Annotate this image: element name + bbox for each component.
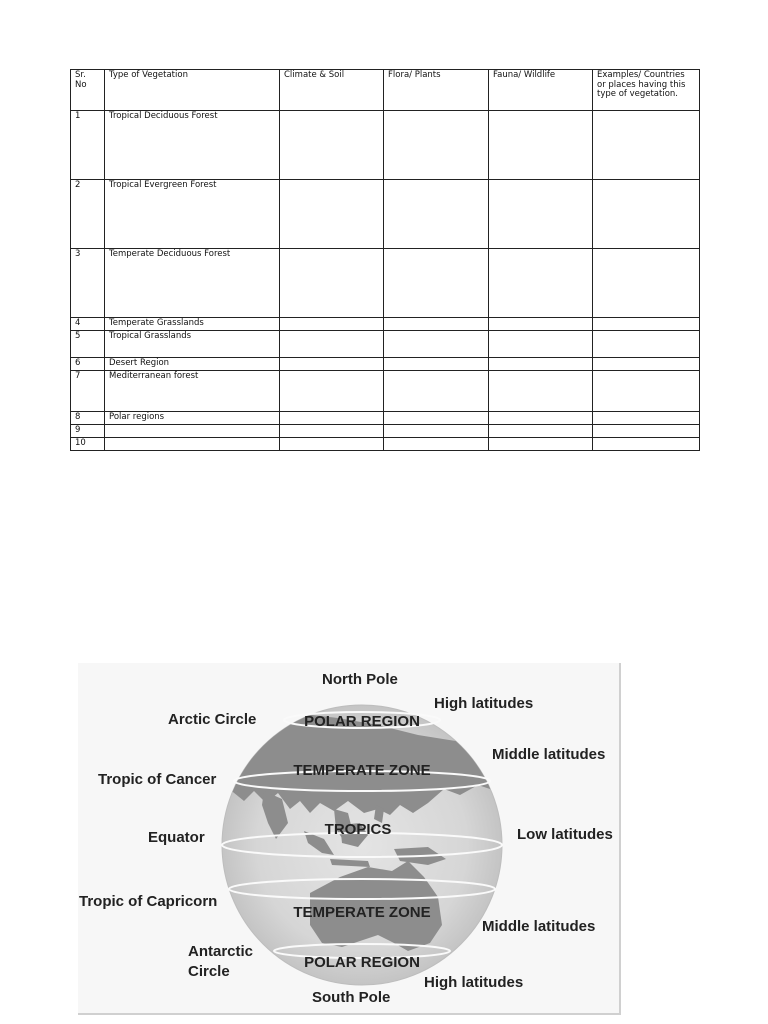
climate-cell <box>280 111 384 180</box>
sr-cell: 3 <box>71 249 105 318</box>
sr-cell: 7 <box>71 371 105 412</box>
fauna-cell <box>489 180 593 249</box>
flora-cell <box>384 438 489 451</box>
examples-cell <box>593 412 700 425</box>
climate-cell <box>280 180 384 249</box>
fauna-cell <box>489 412 593 425</box>
fauna-cell <box>489 358 593 371</box>
table-row <box>71 358 700 371</box>
sr-cell: 5 <box>71 331 105 358</box>
examples-cell <box>593 111 700 180</box>
polar-region-south-label: POLAR REGION <box>304 954 420 971</box>
examples-cell <box>593 425 700 438</box>
table-row <box>71 425 700 438</box>
flora-cell <box>384 318 489 331</box>
type-cell <box>105 438 280 451</box>
climate-zones-figure <box>78 663 621 1015</box>
flora-cell <box>384 358 489 371</box>
tropic-of-capricorn-label: Tropic of Capricorn <box>79 893 218 910</box>
fauna-cell <box>489 438 593 451</box>
flora-cell <box>384 331 489 358</box>
low-latitudes-label: Low latitudes <box>517 826 613 843</box>
table-row <box>71 180 700 249</box>
table-row <box>71 438 700 451</box>
type-cell: Temperate Deciduous Forest <box>105 249 280 318</box>
sr-cell: 9 <box>71 425 105 438</box>
fauna-cell <box>489 249 593 318</box>
examples-cell <box>593 438 700 451</box>
header-flora-plants: Flora/ Plants <box>384 70 489 111</box>
high-latitudes-north-label: High latitudes <box>434 695 534 712</box>
type-cell: Polar regions <box>105 412 280 425</box>
type-cell: Desert Region <box>105 358 280 371</box>
flora-cell <box>384 425 489 438</box>
table-row <box>71 318 700 331</box>
fauna-cell <box>489 371 593 412</box>
examples-cell <box>593 358 700 371</box>
polar-region-north-label: POLAR REGION <box>304 713 420 730</box>
tropics-label: TROPICS <box>324 821 392 838</box>
flora-cell <box>384 111 489 180</box>
table-row <box>71 331 700 358</box>
flora-cell <box>384 180 489 249</box>
high-latitudes-south-label: High latitudes <box>424 974 524 991</box>
header-sr-no: Sr. No <box>71 70 105 111</box>
arctic-circle-label: Arctic Circle <box>168 711 257 728</box>
fauna-cell <box>489 425 593 438</box>
sr-cell: 10 <box>71 438 105 451</box>
table-row <box>71 111 700 180</box>
climate-cell <box>280 371 384 412</box>
flora-cell <box>384 412 489 425</box>
type-cell <box>105 425 280 438</box>
middle-latitudes-north-label: Middle latitudes <box>492 746 606 763</box>
table-header-row <box>71 70 700 111</box>
table-row <box>71 249 700 318</box>
climate-cell <box>280 425 384 438</box>
flora-cell <box>384 249 489 318</box>
type-cell: Temperate Grasslands <box>105 318 280 331</box>
examples-cell <box>593 180 700 249</box>
type-cell: Mediterranean forest <box>105 371 280 412</box>
middle-latitudes-south-label: Middle latitudes <box>482 918 596 935</box>
temperate-zone-north-label: TEMPERATE ZONE <box>293 762 431 779</box>
type-cell: Tropical Evergreen Forest <box>105 180 280 249</box>
header-fauna-wildlife: Fauna/ Wildlife <box>489 70 593 111</box>
antarctic-label-line1: Antarctic <box>188 943 254 960</box>
examples-cell <box>593 249 700 318</box>
fauna-cell <box>489 111 593 180</box>
sr-cell: 6 <box>71 358 105 371</box>
sr-cell: 8 <box>71 412 105 425</box>
climate-cell <box>280 412 384 425</box>
fauna-cell <box>489 318 593 331</box>
sr-cell: 2 <box>71 180 105 249</box>
equator-label: Equator <box>148 829 205 846</box>
examples-cell <box>593 331 700 358</box>
type-cell: Tropical Deciduous Forest <box>105 111 280 180</box>
antarctic-label-line2: Circle <box>188 963 230 980</box>
header-climate-soil: Climate & Soil <box>280 70 384 111</box>
south-pole-label: South Pole <box>312 989 391 1006</box>
temperate-zone-south-label: TEMPERATE ZONE <box>293 904 431 921</box>
sr-cell: 4 <box>71 318 105 331</box>
table-row <box>71 371 700 412</box>
header-type-of-vegetation: Type of Vegetation <box>105 70 280 111</box>
north-pole-label: North Pole <box>322 671 398 688</box>
table-row <box>71 412 700 425</box>
climate-cell <box>280 249 384 318</box>
examples-cell <box>593 318 700 331</box>
examples-cell <box>593 371 700 412</box>
climate-cell <box>280 318 384 331</box>
type-cell: Tropical Grasslands <box>105 331 280 358</box>
flora-cell <box>384 371 489 412</box>
header-examples: Examples/ Countries or places having this type of vegetation. <box>593 70 700 111</box>
sr-cell: 1 <box>71 111 105 180</box>
fauna-cell <box>489 331 593 358</box>
climate-cell <box>280 438 384 451</box>
climate-cell <box>280 331 384 358</box>
tropic-of-cancer-label: Tropic of Cancer <box>98 771 217 788</box>
vegetation-table <box>70 69 700 451</box>
climate-cell <box>280 358 384 371</box>
